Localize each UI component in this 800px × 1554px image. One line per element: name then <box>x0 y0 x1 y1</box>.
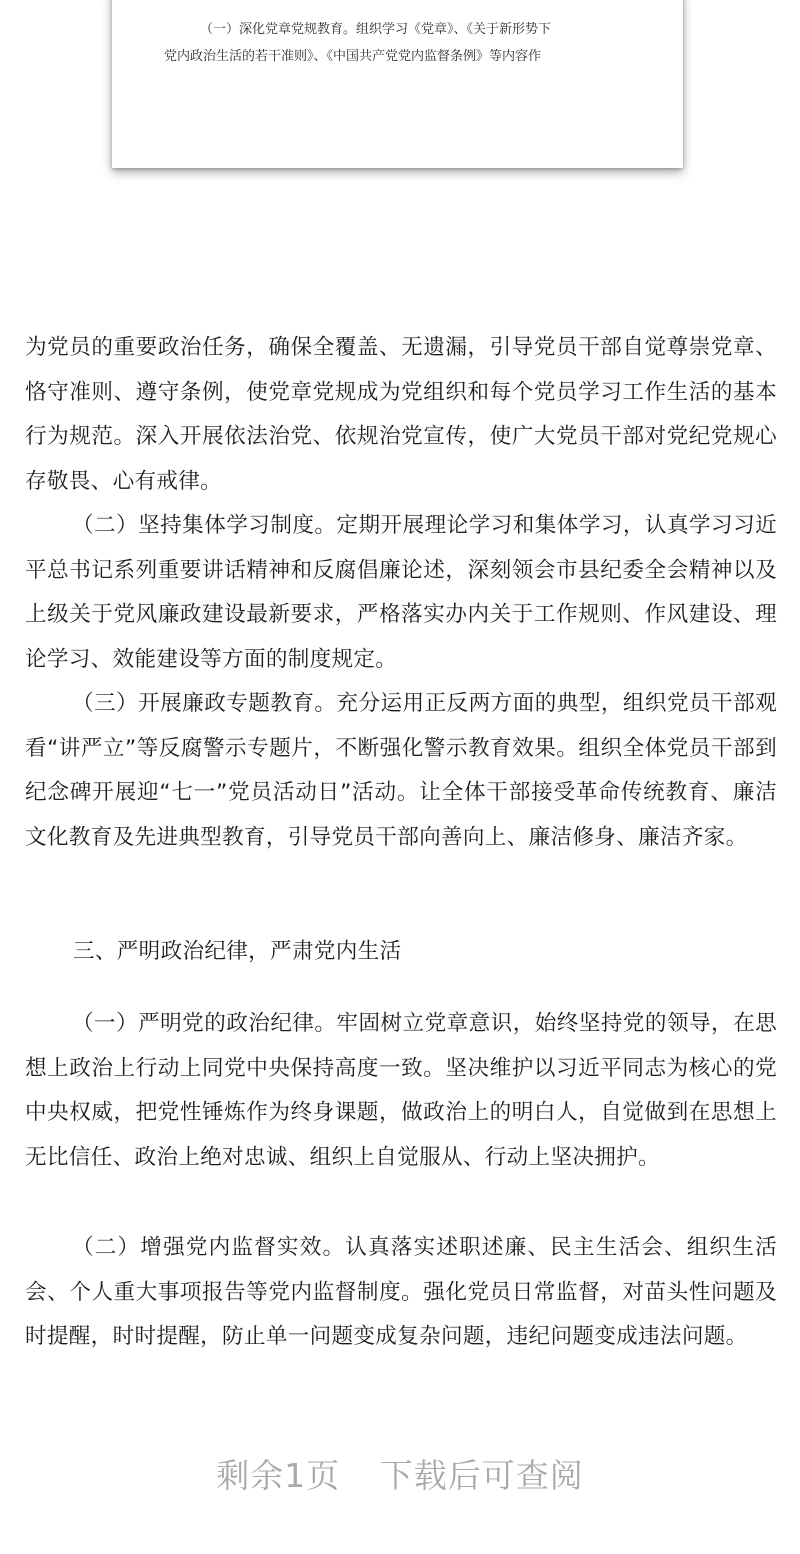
paragraph-continuation: 为党员的重要政治任务，确保全覆盖、无遗漏，引导党员干部自觉尊崇党章、恪守准则、遵守条例，使党章党规成为党组织和每个党员学习工作生活的基本行为规范。深入开展依法治党、依规治党宣传，使广大党员干部对党纪党规心存敬畏、心有戒律。 <box>25 335 777 494</box>
preview-text <box>164 16 644 70</box>
preview-line-1: （一）深化党章党规教育。组织学习《党章》、《关于新形势下 <box>200 22 552 37</box>
preview-card <box>112 0 683 168</box>
preview-line-2: 党内政治生活的若干准则》、《中国共产党党内监督条例》等内容作 <box>164 49 542 64</box>
paragraph-integrity-education: （三）开展廉政专题教育。充分运用正反两方面的典型，组织党员干部观看“讲严立”等反腐警示专题片，不断强化警示教育效果。组织全体党员干部到纪念碑开展迎“七一”党员活动日”活动。让全体干部接受革命传统教育、廉洁文化教育及先进典型教育，引导党员干部向善向上、廉洁修身、廉洁齐家。 <box>25 691 778 850</box>
paragraph-collective-study: （二）坚持集体学习制度。定期开展理论学习和集体学习，认真学习习近平总书记系列重要讲话精神和反腐倡廉论述，深刻领会市县纪委全会精神以及上级关于党风廉政建设最新要求，严格落实办内关于工作规则、作风建设、理论学习、效能建设等方面的制度规定。 <box>25 513 777 672</box>
paragraph-internal-supervision: （二）增强党内监督实效。认真落实述职述廉、民主生活会、组织生活会、个人重大事项报告等党内监督制度。强化党员日常监督，对苗头性问题及时提醒，时时提醒，防止单一问题变成复杂问题，违纪问题变成违法问题。 <box>25 1235 777 1349</box>
download-prompt[interactable] <box>0 1450 800 1497</box>
remaining-pages-label: 剩余1页 <box>216 1456 341 1495</box>
paragraph-political-discipline: （一）严明党的政治纪律。牢固树立党章意识，始终坚持党的领导，在思想上政治上行动上同党中央保持高度一致。坚决维护以习近平同志为核心的党中央权威，把党性锤炼作为终身课题，做政治上的明白人，自觉做到在思想上无比信任、政治上绝对忠诚、组织上自觉服从、行动上坚决拥护。 <box>25 1011 777 1170</box>
section-heading-3: 三、严明政治纪律，严肃党内生活 <box>73 939 402 964</box>
download-to-view-label: 下载后可查阅 <box>379 1456 584 1495</box>
